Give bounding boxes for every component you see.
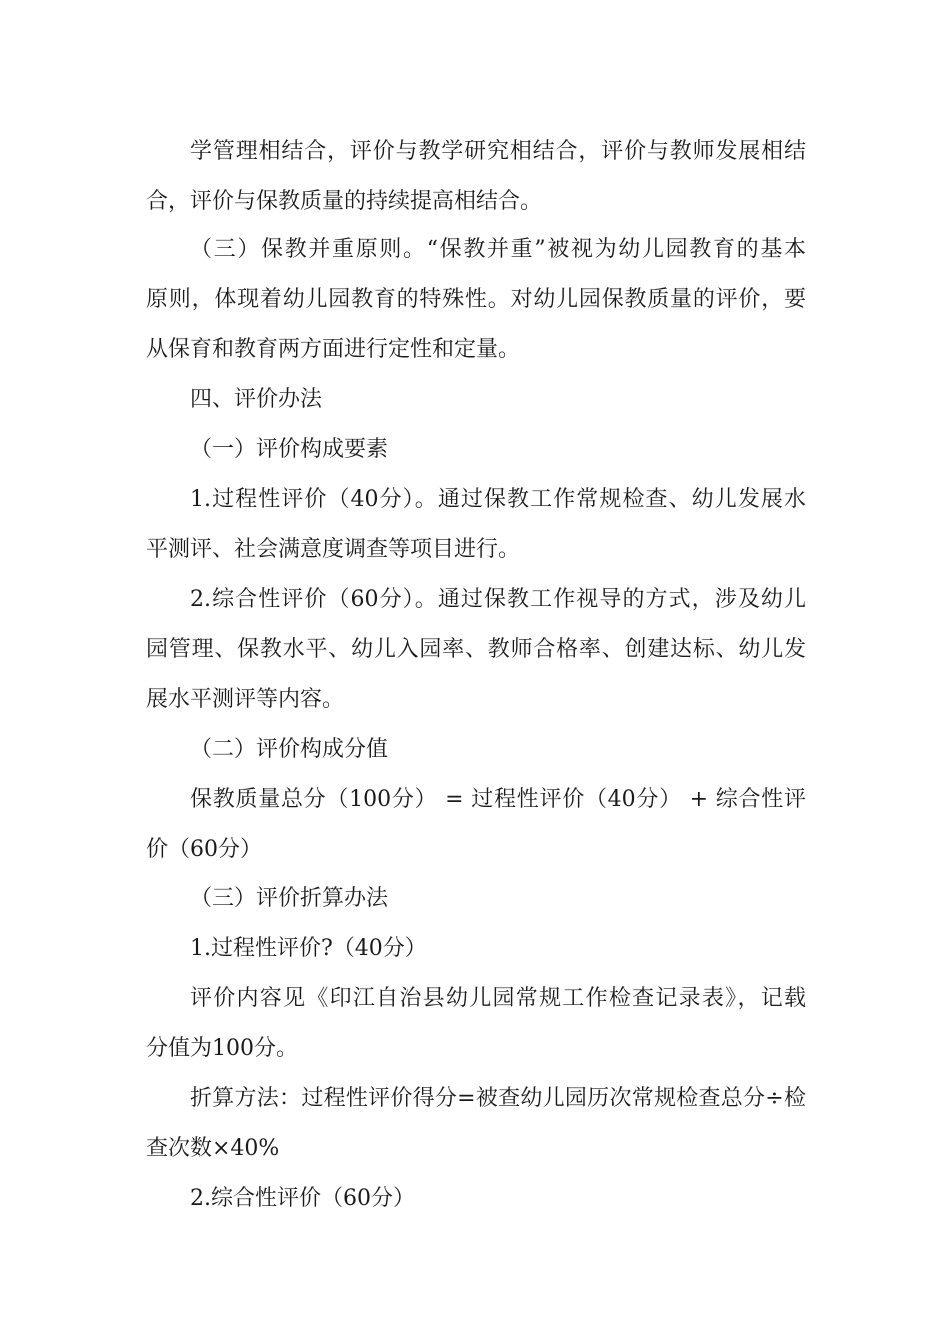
text-line: （三）保教并重原则。“保教并重”被视为幼儿园教育的基本: [190, 237, 806, 262]
text-line: 园管理、保教水平、幼儿入园率、教师合格率、创建达标、幼儿发: [146, 637, 806, 662]
text-line: 查次数×40%: [146, 1136, 280, 1161]
text-line: 学管理相结合，评价与教学研究相结合，评价与教师发展相结: [190, 139, 806, 164]
text-line: 评价内容见《印江自治县幼儿园常规工作检查记录表》，记载: [190, 986, 806, 1011]
text-line: 分值为100分。: [146, 1036, 298, 1061]
subsection-heading: （三）评价折算办法: [190, 886, 389, 911]
text-line: 2.综合性评价（60分）: [190, 1186, 415, 1211]
subsection-heading: （一）评价构成要素: [190, 437, 389, 462]
subsection-heading: （二）评价构成分值: [190, 737, 389, 762]
text-line: 1.过程性评价（40分）。通过保教工作常规检查、幼儿发展水: [190, 487, 806, 512]
text-line: 2.综合性评价（60分）。通过保教工作视导的方式，涉及幼儿: [190, 587, 806, 612]
text-line: 原则，体现着幼儿园教育的特殊性。对幼儿园保教质量的评价，要: [146, 287, 806, 312]
section-heading: 四、评价办法: [190, 387, 323, 412]
text-line: 平测评、社会满意度调查等项目进行。: [146, 537, 521, 562]
text-line: 合，评价与保教质量的持续提高相结合。: [146, 189, 543, 214]
text-line: 1.过程性评价?（40分）: [190, 936, 427, 961]
text-line: 价（60分）: [146, 837, 262, 862]
text-line: 保教质量总分（100分） = 过程性评价（40分） + 综合性评: [190, 787, 806, 812]
text-line: 从保育和教育两方面进行定性和定量。: [146, 337, 521, 362]
text-line: 展水平测评等内容。: [146, 687, 345, 712]
text-line: 折算方法：过程性评价得分=被查幼儿园历次常规检查总分÷检: [190, 1086, 806, 1111]
